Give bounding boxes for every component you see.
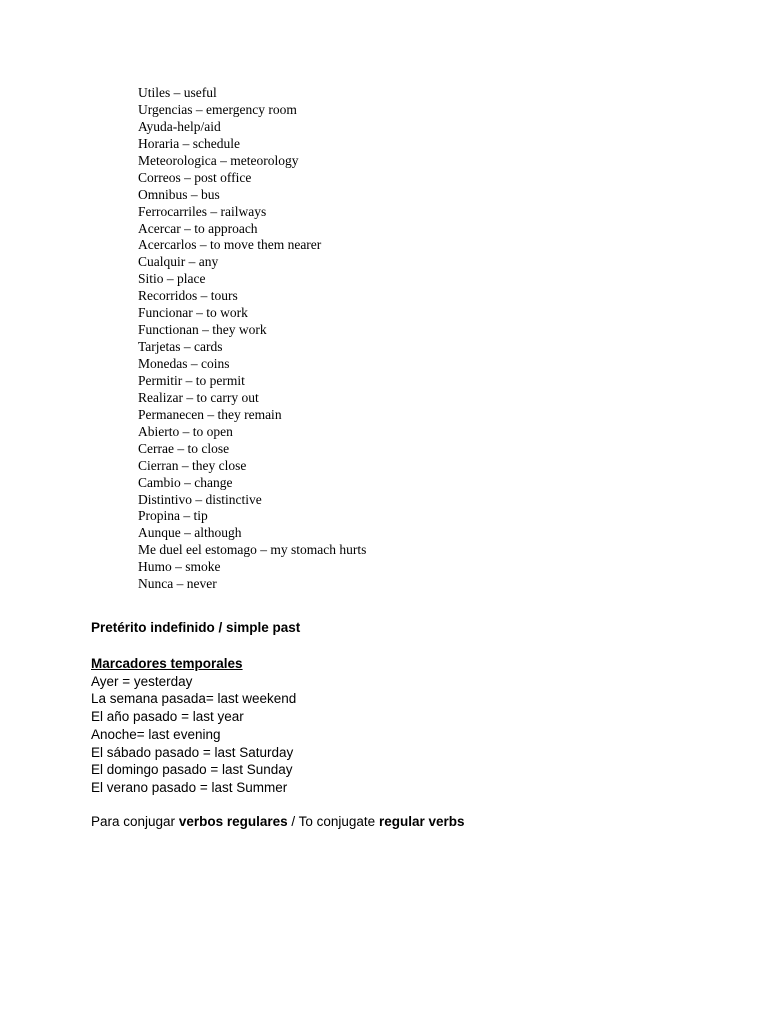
vocab-text: Correos – post office	[138, 169, 252, 185]
vocab-text: Acercar – to approach	[138, 220, 258, 236]
vocab-text: Utiles – useful	[138, 85, 217, 100]
vocab-text: Sitio – place	[138, 271, 206, 287]
marker-line: El año pasado = last year	[91, 709, 244, 725]
conjugate-text-2: verbos regulares	[178, 814, 288, 829]
vocab-text: Cambio – change	[138, 474, 233, 490]
vocab-text: Propina – tip	[138, 508, 208, 524]
vocab-text: Realizar – to carry out	[138, 389, 259, 405]
vocab-text: Cierran – they close	[138, 457, 247, 473]
vocab-text: Humo – smoke	[138, 559, 221, 575]
marker-line: La semana pasada= last weekend	[91, 691, 297, 707]
vocab-text: Ayuda-help/aid	[138, 118, 221, 134]
marker-line: El verano pasado = last Summer	[91, 779, 288, 795]
markers-heading: Marcadores temporales	[91, 656, 243, 671]
vocab-text: Acercarlos – to move them nearer	[138, 237, 322, 253]
vocab-text: Urgencias – emergency room	[138, 101, 297, 117]
marker-line: El sábado pasado = last Saturday	[91, 744, 294, 760]
vocab-text: Aunque – although	[138, 525, 242, 541]
vocab-text: Permanecen – they remain	[138, 406, 282, 422]
marker-line: El domingo pasado = last Sunday	[91, 762, 293, 778]
vocab-text: Cualquir – any	[138, 254, 219, 270]
vocab-text: Cerrae – to close	[138, 440, 230, 456]
vocab-text: Omnibus – bus	[138, 186, 220, 202]
conjugate-text-4: regular verbs	[378, 814, 465, 829]
marker-line: Anoche= last evening	[91, 726, 221, 742]
vocab-text: Recorridos – tours	[138, 288, 238, 304]
vocab-text: Abierto – to open	[138, 423, 233, 439]
vocab-text: Meteorologica – meteorology	[138, 152, 299, 168]
vocab-text: Monedas – coins	[138, 356, 230, 371]
vocab-text: Ferrocarriles – railways	[138, 203, 267, 219]
vocab-text: Funcionar – to work	[138, 305, 248, 321]
conjugate-instruction	[91, 814, 465, 829]
vocab-text: Distintivo – distinctive	[138, 491, 262, 507]
conjugate-text-3: / To conjugate	[287, 814, 379, 829]
vocab-text: Permitir – to permit	[138, 372, 245, 388]
section-title: Pretérito indefinido / simple past	[91, 620, 301, 635]
conjugate-text-1: Para conjugar	[91, 814, 179, 829]
temporal-markers-section	[91, 655, 296, 797]
vocab-text: Horaria – schedule	[138, 135, 240, 151]
vocab-text: Nunca – never	[138, 576, 217, 592]
vocab-text: Me duel eel estomago – my stomach hurts	[138, 542, 367, 558]
marker-line: Ayer = yesterday	[91, 673, 193, 689]
vocab-text: Functionan – they work	[138, 322, 267, 338]
vocab-text: Tarjetas – cards	[138, 339, 223, 355]
